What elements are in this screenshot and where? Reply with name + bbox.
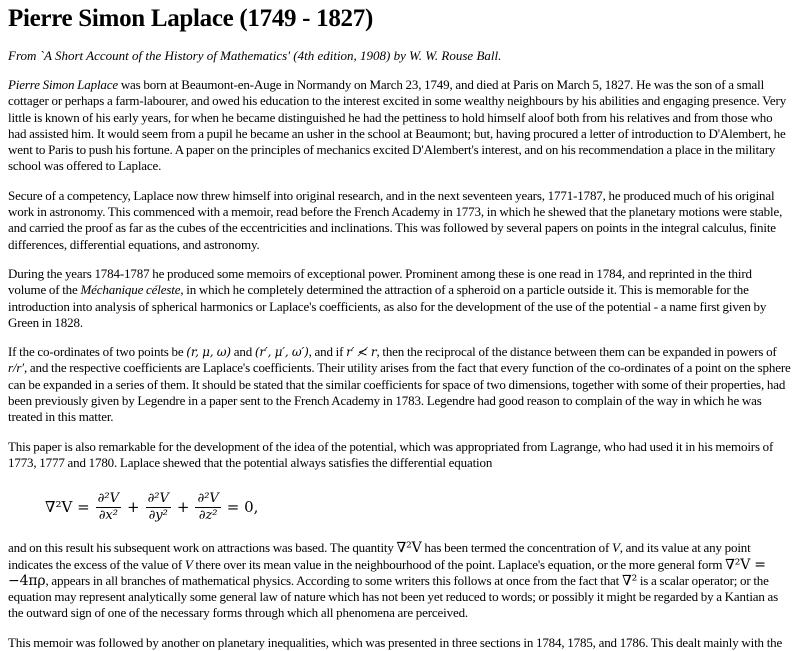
paragraph-potential: This paper is also remarkable for the development of the idea of the potential, which was appropriated from Lagrange, who had used it in his memoirs of 1773, 1777 and 1780. Laplace shewed that the potential always satisfies the differential equation [8,438,774,470]
fraction: $\frac{\text{∂²V}}{\text{∂z²}}$ [197,490,219,523]
math-inline: ∇²V = −4πρ [8,556,766,589]
page-title: Pierre Simon Laplace (1749 - 1827) [8,5,373,32]
source-citation: From `A Short Account of the History of Mathematics' (4th edition, 1908) by W. W. Rouse Ball. [8,48,502,63]
math-inline: (r, μ, ω) [186,345,231,360]
paragraph-coefficients: If the co-ordinates of two points be (r, μ, ω) and (r′, μ′, ω′), and if r′ ≮ r, then the reciprocal of the distance between them can be expanded in powers of r/r′, and the respective coefficients are Laplace's coefficients. Their utility arises from the fact that every function of the co-ordinates of a point on the sphere can be expanded in a series of them. It should be stated that the similar coefficients for space of two dimensions, together with some of their properties, had been previously given by Legendre in a paper sent to the French Academy in 1783. Legendre had good reason to complain of the way in which he was treated in this matter. [8,344,791,425]
paragraph-research: Secure of a competency, Laplace now threw himself into original research, and in the next seventeen years, 1771-1787, he produced much of his original work in astronomy. This commenced with a memoir, read before the French Academy in 1773, in which he shewed that the planetary motions were stable, and carried the proof as far as the cubes of the eccentricities and inclinations. This was followed by several papers on points in the integral calculus, finite differences, differential equations, and astronomy. [8,187,783,252]
paragraph-early-life: Pierre Simon Laplace was born at Beaumont-en-Auge in Normandy on March 23, 1749, and died at Paris on March 5, 1827. He was the son of a small cottager or perhaps a farm-labourer, and owed his education to the interest excited in some wealthy neighbours by his abilities and engaging presence. Very little is known of his early years, for when he became distinguished he had the pettiness to hold himself aloof both from his relatives and from those who had assisted him. It would seem from a pupil he became an usher in the school at Beaumont; but, having procured a letter of introduction to D'Alembert, he went to Paris to push his fortune. A paper on the principles of mechanics excited D'Alembert's interest, and on his recommendation a place in the military school was offered to Laplace. [8,77,787,174]
laplace-equation: ∇²V = $\frac{\text{∂²V}}{\text{∂x²}}$ + $\frac{\text{∂²V}}{\text{∂y²}}$ + $\frac{\text{∂²V}}{\text{∂z²}}$ = 0, [45,490,259,523]
document [0,4,800,651]
fraction: $\frac{\text{∂²V}}{\text{∂x²}}$ [97,490,119,523]
paragraph-concentration: and on this result his subsequent work on attractions was based. The quantity ∇²V has been termed the concentration of V, and its value at any point indicates the excess of the value of V there over its mean value in the neighbourhood of the point. Laplace's equation, or the more general form ∇²V = −4πρ, appears in all branches of mathematical physics. According to some writers this follows at once from the fact that ∇² is a scalar operator; or the equation may represent analytically some general law of nature which has not been yet reduced to words; or possibly it might be regarded by a Kantian as the outward sign of one of the necessary forms through which all phenomena are perceived. [8,540,779,621]
math-inline: (r′, μ′, ω′) [254,345,309,360]
paragraph-memoirs: During the years 1784-1787 he produced some memoirs of exceptional power. Prominent among these is one read in 1784, and reprinted in the third volume of the Méchanique céleste, in which he completely determined the attraction of a spheroid on a particle outside it. This is memorable for the introduction into analysis of spherical harmonics or Laplace's coefficients, as also for the development of the use of the potential - a name first given by Green in 1828. [8,265,767,330]
fraction: $\frac{\text{∂²V}}{\text{∂y²}}$ [147,490,169,523]
math-inline: ∇² [621,572,638,589]
math-inline: ∇²V [396,540,422,557]
math-inline: r′ ≮ r [346,345,377,360]
subject-name: Pierre Simon Laplace [8,77,119,92]
work-title: Méchanique céleste [80,282,181,298]
math-inline: r/r′ [8,360,24,376]
paragraph-planetary-inequalities: This memoir was followed by another on planetary inequalities, which was presented in three sections in 1784, 1785, and 1786. This dealt mainly with the [8,634,783,650]
